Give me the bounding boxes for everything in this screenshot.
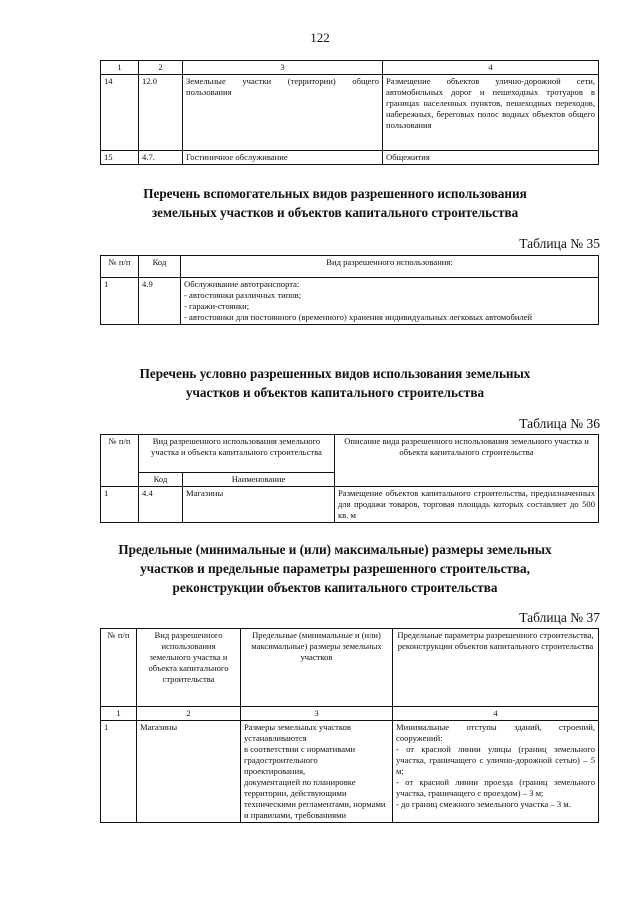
table-numbering-row bbox=[101, 707, 599, 721]
row-code: 4.9 bbox=[139, 278, 181, 325]
table-row bbox=[101, 278, 599, 325]
header-params: Предельные параметры разрешенного строительства, реконструкции объектов капитального строительства bbox=[393, 629, 599, 707]
table-label: Таблица № 35 bbox=[519, 236, 600, 251]
heading-line: реконструкции объектов капитального строительства bbox=[172, 580, 498, 595]
row-use bbox=[181, 278, 599, 325]
row-kind: Магазины bbox=[137, 721, 241, 823]
header-description: Описание вида разрешенного использования земельного участка и объекта капитального строительства bbox=[335, 435, 599, 487]
row-number: 1 bbox=[101, 487, 139, 523]
table-row bbox=[101, 151, 599, 165]
row-description: Размещение объектов улично-дорожной сети, автомобильных дорог и пешеходных тротуаров в границах населенных пунктов, пешеходных переходов, набережных, береговых полос водных объектов общего пользования bbox=[383, 75, 599, 151]
header-use: Вид разрешенного использования: bbox=[181, 256, 599, 278]
heading-line: участков и предельные параметры разрешенного строительства, bbox=[140, 561, 530, 576]
column-number: 3 bbox=[183, 61, 383, 75]
limits-table bbox=[100, 628, 599, 823]
table-header-row bbox=[101, 256, 599, 278]
table-row bbox=[101, 75, 599, 151]
heading-line: Перечень вспомогательных видов разрешенного использования bbox=[143, 186, 527, 201]
row-description: Общежития bbox=[383, 151, 599, 165]
params-line: - от красной линии улицы (границ земельного участка, граничащего с улично-дорожной сетью) – 5 м; bbox=[396, 744, 595, 776]
row-number: 1 bbox=[101, 278, 139, 325]
header-number: № п/п bbox=[101, 435, 139, 487]
table-row bbox=[101, 721, 599, 823]
section-heading-conditional bbox=[60, 364, 610, 402]
column-number: 2 bbox=[137, 707, 241, 721]
column-number: 1 bbox=[101, 61, 139, 75]
row-code: 4.7. bbox=[139, 151, 183, 165]
params-line: - до границ смежного земельного участка – 3 м. bbox=[396, 799, 571, 809]
sizes-line: документацией по планировке территории, действующими техническими регламентами, нормами и правилами, требованиями bbox=[244, 777, 386, 820]
use-line: - автостоянки различных типов; bbox=[184, 290, 302, 300]
row-sizes bbox=[241, 721, 393, 823]
sizes-line: в соответствии с нормативами градостроительного bbox=[244, 744, 356, 765]
row-code: 4.4 bbox=[139, 487, 183, 523]
row-description: Размещение объектов капитального строительства, предназначенных для продажи товаров, торговая площадь которых составляет до 500 кв. м bbox=[335, 487, 599, 523]
table-header-row bbox=[101, 61, 599, 75]
continuation-table bbox=[100, 60, 599, 165]
header-kind: Вид разрешенного использования земельного участка и объекта капитального строительства bbox=[137, 629, 241, 707]
row-name: Магазины bbox=[183, 487, 335, 523]
table-header-row bbox=[101, 435, 599, 473]
header-name: Наименование bbox=[183, 473, 335, 487]
section-heading-limits bbox=[60, 540, 610, 597]
row-number: 14 bbox=[101, 75, 139, 151]
row-name: Гостиничное обслуживание bbox=[183, 151, 383, 165]
use-line: Обслуживание автотранспорта: bbox=[184, 279, 300, 289]
section-heading-auxiliary bbox=[60, 184, 610, 222]
heading-line: Предельные (минимальные и (или) максимальные) размеры земельных bbox=[118, 542, 552, 557]
params-line: - от красной линии проезда (границ земельного участка, граничащего с проездом) – 3 м; bbox=[396, 777, 595, 798]
header-number: № п/п bbox=[101, 256, 139, 278]
page-number: 122 bbox=[310, 30, 330, 45]
sizes-line: Размеры земельных участков bbox=[244, 722, 351, 732]
column-number: 1 bbox=[101, 707, 137, 721]
header-code: Код bbox=[139, 256, 181, 278]
table-label: Таблица № 37 bbox=[519, 610, 600, 625]
auxiliary-uses-table bbox=[100, 255, 599, 325]
row-number: 1 bbox=[101, 721, 137, 823]
column-number: 4 bbox=[393, 707, 599, 721]
row-code: 12.0 bbox=[139, 75, 183, 151]
table-row bbox=[101, 487, 599, 523]
sizes-line: проектирования, bbox=[244, 766, 306, 776]
heading-line: участков и объектов капитального строительства bbox=[185, 385, 485, 400]
column-number: 3 bbox=[241, 707, 393, 721]
row-params bbox=[393, 721, 599, 823]
header-sizes: Предельные (минимальные и (или) максимальные) размеры земельных участков bbox=[241, 629, 393, 707]
header-code: Код bbox=[139, 473, 183, 487]
row-number: 15 bbox=[101, 151, 139, 165]
conditional-uses-table bbox=[100, 434, 599, 523]
header-number: № п/п bbox=[101, 629, 137, 707]
column-number: 4 bbox=[383, 61, 599, 75]
column-number: 2 bbox=[139, 61, 183, 75]
row-name: Земельные участки (территории) общего пользования bbox=[183, 75, 383, 151]
table-label: Таблица № 36 bbox=[519, 416, 600, 431]
use-line: - гаражи-стоянки; bbox=[184, 301, 250, 311]
header-kind: Вид разрешенного использования земельного участка и объекта капитального строительства bbox=[139, 435, 335, 473]
heading-line: Перечень условно разрешенных видов использования земельных bbox=[139, 366, 531, 381]
use-line: - автостоянки для постоянного (временного) хранения индивидуальных легковых автомобилей bbox=[184, 312, 533, 322]
table-header-row bbox=[101, 629, 599, 707]
params-line: Минимальные отступы зданий, строений, сооружений: bbox=[396, 722, 595, 743]
heading-line: земельных участков и объектов капитального строительства bbox=[151, 205, 519, 220]
sizes-line: устанавливаются bbox=[244, 733, 307, 743]
